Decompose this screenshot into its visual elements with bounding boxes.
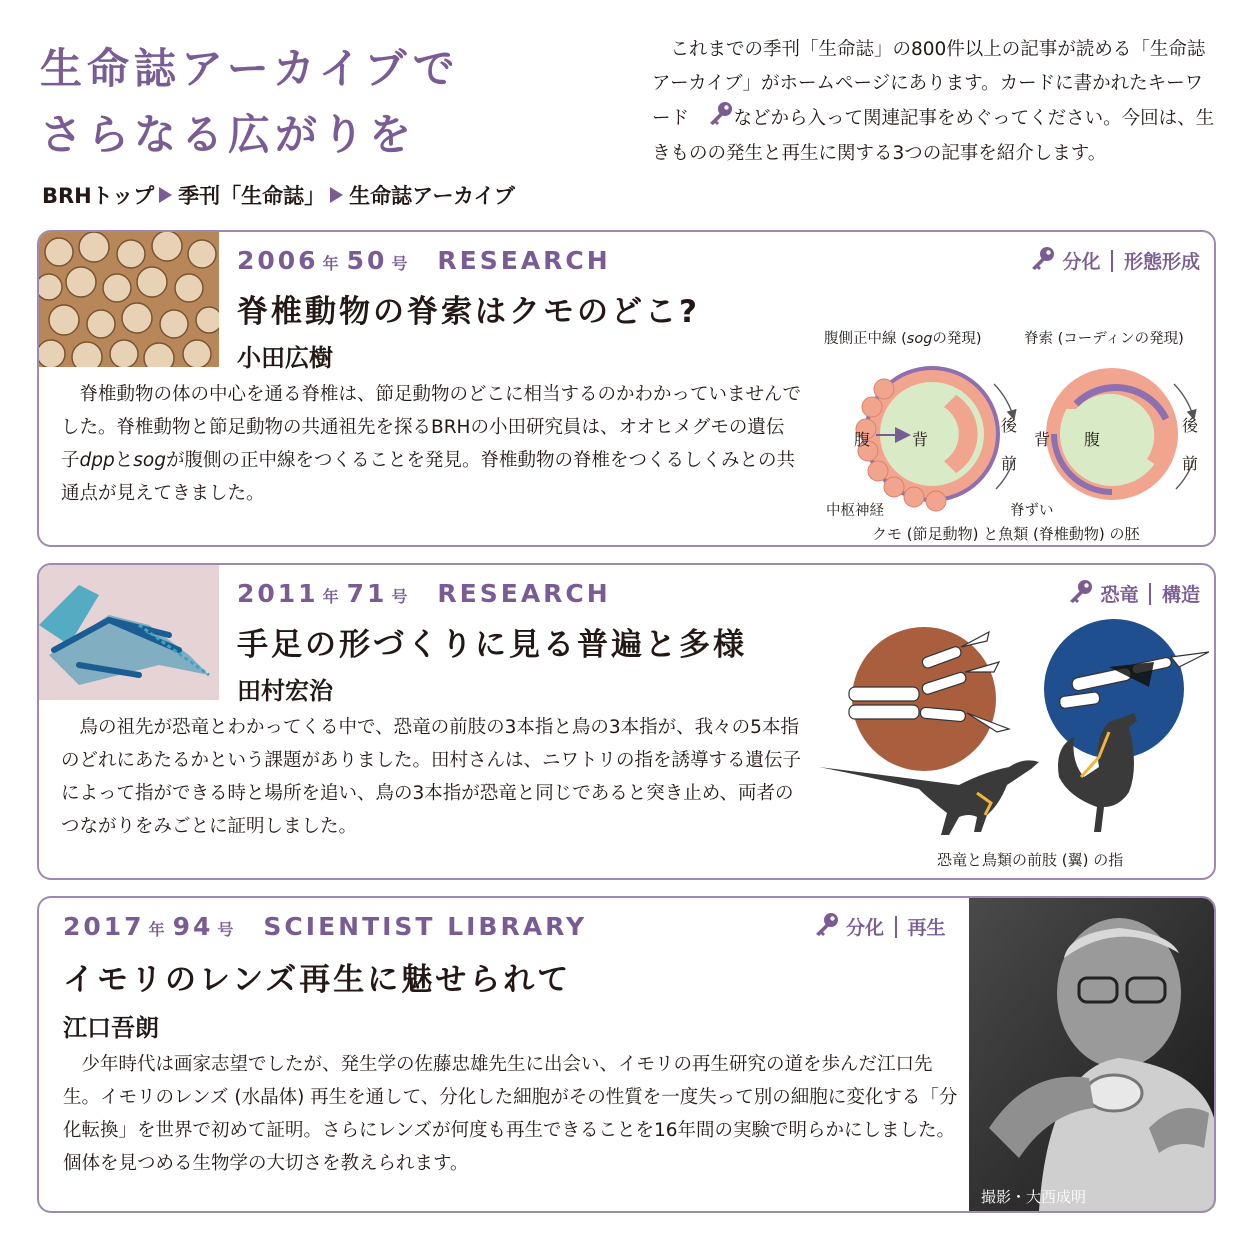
limb-figure (809, 617, 1209, 873)
figure-label: 前 (1001, 454, 1018, 473)
figure-label: 後 (1182, 416, 1199, 435)
breadcrumb-item-archive[interactable]: 生命誌アーカイブ (349, 184, 515, 208)
breadcrumb-item-magazine[interactable]: 季刊「生命誌」 (178, 184, 326, 208)
article-body-text: 少年時代は画家志望でしたが、発生学の佐藤忠雄先生に出会い、イモリの再生研究の道を歩んだ江口先生。イモリのレンズ (水晶体) 再生を通して、分化した細胞がその性質を一度失って別の細胞に変化する「分化転換」を世界で初めて証明。さらにレンズが何度も再生できることを16年間の実験で明らかにしました。個体を見つめる生物学の大切さを教えられます。 (63, 1054, 958, 1174)
article-author: 田村宏治 (237, 677, 333, 705)
year-unit: 年 (322, 587, 339, 606)
key-icon (1030, 246, 1056, 275)
article-title[interactable]: イモリのレンズ再生に魅せられて (63, 962, 572, 998)
keyword-tag[interactable]: 構造 (1161, 584, 1200, 606)
photo-credit: 撮影・大西成明 (981, 1188, 1087, 1206)
triangle-arrow-icon (330, 187, 343, 203)
article-body-text: が腹側の正中線をつくることを発見。脊椎動物の脊椎をつくるしくみとの共通点が見えてきました。 (61, 450, 795, 504)
issue-unit: 号 (391, 254, 408, 273)
article-author: 小田広樹 (237, 344, 333, 372)
article-year: 2006 (237, 246, 319, 275)
page-title-line-1: 生命誌アーカイブで (40, 44, 460, 93)
keyword-tag[interactable]: 分化 (846, 917, 885, 939)
page-title-line-2: さらなる広がりを (40, 110, 417, 159)
article-issue: 50 (346, 246, 388, 275)
issue-unit: 号 (217, 920, 234, 939)
article-year: 2017 (63, 912, 145, 941)
author-portrait-photo (969, 898, 1214, 1211)
intro-text-b: などから入って関連記事をめぐってください。今回は、生きものの発生と再生に関する3つの記事を紹介します。 (652, 108, 1215, 164)
article-card-1[interactable] (37, 230, 1216, 547)
article-year: 2011 (237, 579, 319, 608)
keyword-tag[interactable]: 分化 (1062, 251, 1101, 273)
figure-label: 中枢神経 (826, 503, 884, 519)
figure-label: 背 (912, 430, 929, 449)
figure-label: 後 (1001, 416, 1018, 435)
figure-label: 脊索 (コーディンの発現) (1024, 331, 1184, 347)
triangle-arrow-icon (159, 187, 172, 203)
key-icon (689, 101, 734, 137)
article-category: RESEARCH (437, 246, 611, 275)
keyword-tag[interactable]: 恐竜 (1100, 584, 1139, 606)
gene-name: dpp (79, 450, 115, 471)
gene-name: sog (133, 450, 166, 471)
keyword-tags (814, 912, 946, 941)
figure-label: 背 (1034, 430, 1051, 449)
year-unit: 年 (322, 254, 339, 273)
article-body-text: と (114, 450, 134, 471)
article-issue: 71 (346, 579, 388, 608)
article-body (61, 378, 801, 510)
article-body-text: 鳥の祖先が恐竜とわかってくる中で、恐竜の前肢の3本指と鳥の3本指が、我々の5本指のどれにあたるかという課題がありました。田村さんは、ニワトリの指を誘導する遺伝子によって指ができる時と場所を追い、鳥の3本指が恐竜と同じであると突き止め、両者のつながりをみごとに証明しました。 (61, 717, 802, 837)
divider (1149, 583, 1151, 605)
article-issue: 94 (172, 912, 214, 941)
article-title[interactable]: 手足の形づくりに見る普遍と多様 (237, 627, 747, 663)
embryo-figure (814, 327, 1209, 543)
intro-paragraph (652, 33, 1217, 171)
stained-limb-photo (39, 565, 219, 700)
figure-label: 腹 (854, 430, 871, 449)
article-category: RESEARCH (437, 579, 611, 608)
divider (1111, 250, 1113, 272)
key-icon (1068, 579, 1094, 608)
article-body (61, 711, 801, 843)
figure-caption: クモ (節足動物) と魚類 (脊椎動物) の胚 (872, 525, 1140, 543)
figure-label: 前 (1182, 454, 1199, 473)
article-body-text: 脊椎動物の体の中心を通る脊椎は、節足動物のどこに相当するのかわかっていませんでした。脊椎動物と節足動物の共通祖先を探るBRHの小田研究員は、オオヒメグモの遺伝子 (61, 384, 802, 471)
keyword-tags (1068, 579, 1200, 608)
article-title[interactable]: 脊椎動物の脊索はクモのどこ? (237, 294, 700, 330)
breadcrumb-item-home[interactable]: BRHトップ (42, 184, 155, 208)
article-body (63, 1048, 958, 1180)
keyword-tag[interactable]: 形態形成 (1123, 251, 1200, 273)
breadcrumb (42, 180, 515, 210)
article-author: 江口吾朗 (63, 1014, 159, 1042)
article-meta (63, 912, 587, 941)
article-category: SCIENTIST LIBRARY (263, 912, 588, 941)
article-meta (237, 246, 611, 275)
limb-diagram (809, 617, 1209, 847)
year-unit: 年 (148, 920, 165, 939)
article-card-2[interactable] (37, 563, 1216, 880)
keyword-tags (1030, 246, 1200, 275)
divider (895, 916, 897, 938)
spider-embryo-photo (39, 232, 219, 367)
keyword-tag[interactable]: 再生 (907, 917, 946, 939)
figure-label: 脊ずい (1010, 503, 1054, 519)
article-card-3[interactable] (37, 896, 1216, 1213)
intro-text-a: これまでの季刊「生命誌」の800件以上の記事が読める「生命誌アーカイブ」がホームページにあります。カードに書かれたキーワード (652, 39, 1206, 129)
article-meta (237, 579, 611, 608)
key-icon (814, 912, 840, 941)
figure-label: 腹側正中線 (sogの発現) (824, 331, 982, 347)
figure-label: 腹 (1084, 430, 1101, 449)
issue-unit: 号 (391, 587, 408, 606)
figure-caption: 恐竜と鳥類の前肢 (翼) の指 (937, 851, 1124, 869)
